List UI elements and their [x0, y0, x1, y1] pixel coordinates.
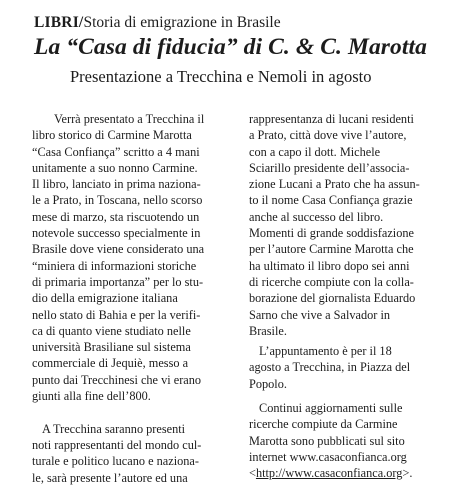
body-line: noti rappresentanti del mondo cul-: [32, 437, 202, 452]
kicker-topic: Storia di emigrazione in Brasile: [83, 14, 281, 31]
body-line: punto dai Trecchinesi che vi erano: [32, 372, 202, 387]
body-line: anche al successo del libro.: [249, 209, 384, 224]
body-line: L’appuntamento è per il 18: [259, 344, 392, 359]
body-line: libro storico di Carmine Marotta: [32, 128, 192, 143]
body-line: mese di marzo, sta riscuotendo un: [32, 209, 200, 224]
body-line: le a Prato, in Toscana, nello scorso: [32, 193, 203, 208]
body-line: commerciale di Jequiè, messo a: [32, 356, 189, 371]
body-line: giunti alla fine dell’800.: [32, 389, 151, 404]
body-line: “Casa Confiança” scritto a 4 mani: [32, 144, 200, 159]
article-subheadline: Presentazione a Trecchina e Nemoli in agosto: [70, 67, 372, 86]
website-link[interactable]: http://www.casaconfianca.org: [255, 466, 403, 481]
body-line: Brasile.: [249, 323, 287, 338]
body-line: ca di quanto viene studiato nelle: [32, 323, 191, 338]
body-line: “miniera di informazioni storiche: [32, 258, 197, 273]
body-line: notevole successo specialmente in: [32, 226, 201, 241]
body-line: to il nome Casa Confiança grazie: [249, 193, 413, 208]
article-body-left-column: [32, 111, 204, 486]
body-line: Il libro, lanciato in prima naziona-: [32, 177, 201, 192]
body-line: Brasile dove viene considerato una: [32, 242, 205, 257]
body-line: turale e politico lucano e naziona-: [32, 454, 199, 469]
body-line: Popolo.: [249, 376, 287, 391]
body-line: Sciarillo presidente dell’associa-: [249, 160, 410, 175]
body-line: agosto a Trecchina, in Piazza del: [249, 360, 411, 375]
body-line: università Brasiliane sul sistema: [32, 340, 191, 355]
article-headline: La “Casa di fiducia” di C. & C. Marotta: [34, 34, 427, 60]
body-text: <: [249, 466, 256, 481]
body-line: di primaria importanza” per lo stu-: [32, 274, 204, 289]
body-line: dio della emigrazione italiana: [32, 291, 178, 306]
body-line: ricerche compiute da Carmine: [249, 417, 398, 432]
body-line: nello stato di Bahia e per la verifi-: [32, 307, 201, 322]
body-text: >.: [402, 466, 413, 481]
body-line: [32, 404, 204, 420]
article-body-right-column: [249, 111, 420, 482]
body-line: internet www.casaconfianca.org: [249, 449, 407, 464]
body-line: [249, 465, 420, 481]
kicker-section: LIBRI/: [34, 14, 84, 31]
body-line: Sarno che vive a Salvador in: [249, 307, 391, 322]
body-line: Continui aggiornamenti sulle: [259, 401, 403, 416]
body-line: unitamente a suo nonno Carmine.: [32, 160, 198, 175]
body-line: di ricerche compiute con la colla-: [249, 274, 414, 289]
body-line: le, sarà presente l’autore ed una: [32, 470, 188, 485]
body-line: zione Lucani a Prato che ha assun-: [249, 177, 420, 192]
body-line: Marotta sono pubblicati sul sito: [249, 433, 405, 448]
body-line: a Prato, città dove vive l’autore,: [249, 128, 407, 143]
body-line: Verrà presentato a Trecchina il: [54, 112, 205, 126]
body-line: ha ultimato il libro dopo sei anni: [249, 258, 410, 273]
body-line: borazione del giornalista Eduardo: [249, 291, 416, 306]
article-kicker: [34, 14, 281, 32]
body-line: A Trecchina saranno presenti: [42, 421, 186, 436]
body-line: con a capo il dott. Michele: [249, 144, 381, 159]
body-line: per l’autore Carmine Marotta che: [249, 242, 414, 257]
body-line: Momenti di grande soddisfazione: [249, 226, 414, 241]
body-line: rappresentanza di lucani residenti: [249, 112, 414, 126]
